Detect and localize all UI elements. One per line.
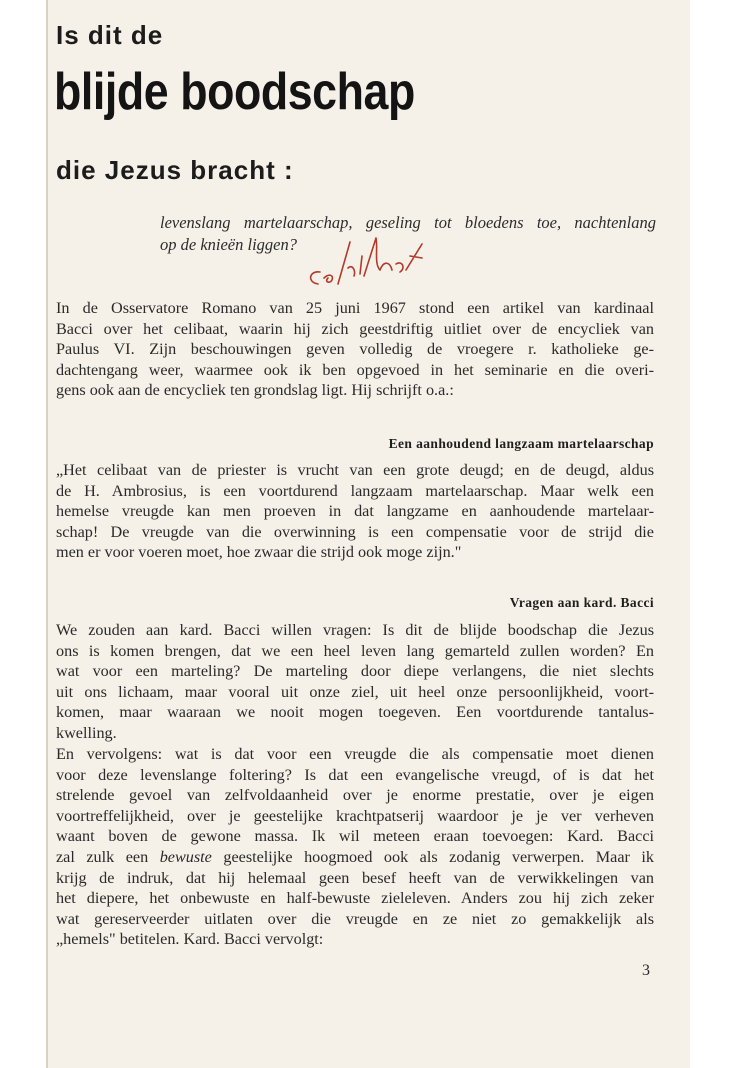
title-line-2: blijde boodschap bbox=[54, 63, 415, 121]
text-line: gens ook aan de encycliek ten grondslag ligt. Hij schrijft o.a.: bbox=[56, 381, 454, 400]
text-line: „Het celibaat van de priester is vrucht van een grote deugd; en de deugd, aldus bbox=[56, 461, 654, 479]
intro-paragraph bbox=[56, 298, 654, 401]
text-line: waant boven de gewone massa. Ik wil meteen eraan toevoegen: Kard. Bacci bbox=[56, 827, 654, 846]
text-line: de H. Ambrosius, is een voortdurend langzaam martelaarschap. Maar welk een bbox=[56, 481, 654, 500]
title-line-3: die Jezus bracht : bbox=[56, 155, 294, 185]
text-line: krijg de indruk, dat hij helemaal geen besef heeft van de verwikkelingen van bbox=[56, 868, 654, 887]
subtitle-line: op de knieën liggen? bbox=[160, 235, 297, 254]
text-fragment: zal zulk een bbox=[56, 847, 160, 866]
emphasis-bewuste: bewuste bbox=[159, 847, 212, 866]
quote-paragraph bbox=[56, 460, 654, 563]
text-line: hemelse vreugde kan men proeven in dat langzame en aanhoudende martelaar- bbox=[56, 502, 654, 521]
text-line: wat gereserveerder uitlaten over die vreugde en ze niet zo gemakkelijk als bbox=[56, 909, 654, 928]
text-line: voortreffelijkheid, over je geestelijke krachtpatserij waardoor je je ver verheven bbox=[56, 806, 654, 825]
text-line: We zouden aan kard. Bacci willen vragen: Is dit de blijde boodschap die Jezus bbox=[56, 621, 654, 639]
handwritten-annotation bbox=[298, 234, 428, 294]
title-line-1: Is dit de bbox=[56, 20, 164, 50]
text-line: kwelling. bbox=[56, 723, 117, 742]
section-heading-questions: Vragen aan kard. Bacci bbox=[509, 595, 654, 610]
text-line: wat voor een marteling? De marteling door diepe verlangens, die niet slechts bbox=[56, 662, 654, 681]
further-paragraph bbox=[56, 744, 654, 950]
text-line: dachtengang weer, waarmee ook ik ben opgevoed in het seminarie en die overi- bbox=[56, 360, 654, 379]
page-number: 3 bbox=[642, 962, 650, 979]
text-line: voor deze levenslange foltering? Is dat een evangelische vreugd, of is dat het bbox=[56, 765, 654, 784]
text-line: Paulus VI. Zijn beschouwingen geven volledig de vroegere r. katholieke ge- bbox=[56, 340, 654, 359]
section-heading-martyrdom: Een aanhoudend langzaam martelaarschap bbox=[388, 436, 654, 451]
text-line: Bacci over het celibaat, waarin hij zich geestdriftig uitliet over de encycliek van bbox=[56, 319, 654, 338]
text-line: schap! De vreugde van die overwinning is een compensatie voor de strijd die bbox=[56, 522, 654, 541]
text-fragment: geestelijke hoogmoed ook als zodanig verwerpen. Maar ik bbox=[211, 847, 654, 866]
text-line: ons is komen brengen, dat we een heel leven lang gemarteld zullen worden? En bbox=[56, 641, 654, 660]
subtitle-line: levenslang martelaarschap, geseling tot bloedens toe, nachtenlang bbox=[160, 213, 656, 232]
text-line: strelende gevoel van zelfvoldaanheid over je enorme prestatie, over je eigen bbox=[56, 786, 654, 805]
text-line: men er voor voeren moet, hoe zwaar die strijd ook moge zijn." bbox=[56, 543, 462, 562]
text-line bbox=[56, 847, 654, 868]
questions-paragraph bbox=[56, 620, 654, 744]
text-line: En vervolgens: wat is dat voor een vreugde die als compensatie moet dienen bbox=[56, 745, 654, 763]
text-line: In de Osservatore Romano van 25 juni 1967 stond een artikel van kardinaal bbox=[56, 299, 654, 317]
text-line: „hemels" betitelen. Kard. Bacci vervolgt: bbox=[56, 930, 324, 949]
text-line: het diepere, het onbewuste en half-bewuste zieleleven. Anders zou hij zich zeker bbox=[56, 889, 654, 908]
text-line: komen, maar waaraan we nooit mogen toegeven. Een voortdurende tantalus- bbox=[56, 703, 654, 722]
text-line: uit ons lichaam, maar vooral uit onze ziel, uit heel onze persoonlijkheid, voort- bbox=[56, 682, 654, 701]
